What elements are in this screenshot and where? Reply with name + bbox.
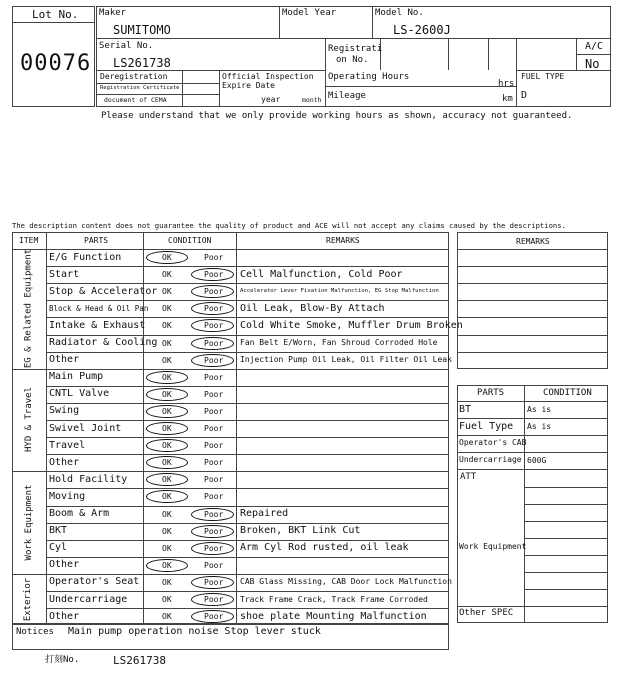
registration-label-2: on No.	[336, 55, 369, 65]
ok-option: OK	[162, 595, 172, 604]
inspection-label-2: Expire Date	[222, 81, 275, 90]
remark-text: CAB Glass Missing, CAB Door Lock Malfunction	[240, 577, 452, 587]
poor-option: Poor	[204, 612, 224, 622]
notices-label: Notices	[16, 627, 54, 637]
remark-text: Accelerator Lever Fixation Malfunction, EG Stop Malfunction	[240, 287, 439, 294]
group-label: EG & Related Equipment	[23, 248, 34, 368]
spec-other-label: Other SPEC	[459, 608, 514, 618]
poor-option: Poor	[204, 595, 224, 604]
mileage-label: Mileage	[328, 91, 366, 101]
poor-option: Poor	[204, 321, 224, 331]
spec-col-parts: PARTS	[477, 388, 505, 398]
year-label: year	[261, 95, 281, 104]
poor-option: Poor	[204, 458, 224, 468]
condition-circle	[191, 268, 234, 281]
part-label: Stop & Accelerator	[49, 285, 158, 297]
part-label: Other	[49, 456, 80, 468]
right-remarks-header: REMARKS	[516, 237, 550, 246]
part-label: BKT	[49, 525, 68, 537]
ok-option: OK	[162, 389, 172, 399]
remark-text: Broken, BKT Link Cut	[240, 525, 361, 537]
deregistration-label: Deregistration	[100, 72, 168, 81]
poor-option: Poor	[204, 441, 224, 451]
part-label: Boom & Arm	[49, 508, 110, 519]
condition-circle	[191, 508, 234, 521]
ok-option: OK	[162, 338, 172, 348]
model-no-value: LS-2600J	[393, 23, 451, 37]
disclaimer: The description content does not guarantee the quality of product and ACE will not accept any claims caused by the descriptions.	[12, 221, 566, 230]
remark-text: Fan Belt E/Worn, Fan Shroud Corroded Hole	[240, 338, 438, 348]
condition-circle	[146, 559, 188, 572]
part-label: Swing	[49, 405, 80, 417]
part-label: CNTL Valve	[49, 388, 110, 400]
part-label: Other	[49, 610, 80, 622]
serial-label: Serial No.	[99, 41, 154, 51]
cema-document-label: document of CEMA	[104, 96, 167, 104]
group-label: Exterior	[23, 577, 34, 621]
remark-text: Arm Cyl Rod rusted, oil leak	[240, 542, 409, 554]
remark-text: Repaired	[240, 508, 289, 520]
condition-circle	[146, 405, 188, 418]
col-parts-header: PARTS	[84, 236, 109, 245]
condition-circle	[146, 251, 188, 264]
model-year-label: Model Year	[282, 8, 337, 18]
ac-label: A/C	[585, 41, 604, 52]
ok-option: OK	[162, 475, 172, 485]
ok-option: OK	[162, 577, 172, 587]
lot-no-value: 00076	[20, 51, 92, 76]
fuel-type-label: FUEL TYPE	[521, 72, 565, 81]
ac-value: No	[585, 57, 600, 71]
ok-option: OK	[162, 612, 172, 622]
condition-circle	[146, 371, 188, 384]
poor-option: Poor	[204, 492, 224, 502]
hours-notice: Please understand that we only provide working hours as shown, accuracy not guaranteed.	[101, 111, 573, 121]
part-label: Operator's Seat	[49, 576, 140, 588]
spec-value: As is	[527, 405, 552, 414]
remark-text: Injection Pump Oil Leak, Oil Filter Oil Leak	[240, 355, 452, 365]
remark-text: shoe plate Mounting Malfunction	[240, 610, 427, 622]
part-label: Other	[49, 559, 80, 571]
part-label: Other	[49, 354, 80, 366]
condition-circle	[191, 576, 234, 589]
remark-text: Oil Leak, Blow-By Attach	[240, 302, 385, 314]
stamp-value: LS261738	[113, 654, 166, 667]
col-remarks-header: REMARKS	[326, 236, 360, 245]
condition-circle	[191, 525, 234, 538]
part-label: Intake & Exhaust	[49, 319, 146, 331]
remark-text: Cell Malfunction, Cold Poor	[240, 268, 403, 280]
ok-option: OK	[162, 406, 172, 416]
ok-option: OK	[162, 526, 172, 536]
ok-option: OK	[162, 424, 172, 433]
ok-option: OK	[162, 304, 172, 314]
remark-text: Track Frame Crack, Track Frame Corroded	[240, 594, 428, 604]
condition-circle	[146, 422, 188, 435]
spec-part: Operator's CAB	[459, 438, 527, 448]
poor-option: Poor	[204, 526, 224, 536]
poor-option: Poor	[204, 270, 224, 280]
maker-label: Maker	[99, 8, 127, 18]
condition-circle	[146, 439, 188, 452]
condition-circle	[191, 610, 234, 623]
condition-circle	[146, 388, 188, 401]
ok-option: OK	[162, 321, 172, 331]
poor-option: Poor	[204, 406, 224, 416]
hrs-label: hrs	[498, 79, 515, 89]
serial-value: LS261738	[113, 56, 171, 70]
ok-option: OK	[162, 253, 172, 262]
poor-option: Poor	[204, 560, 224, 570]
part-label: Moving	[49, 490, 86, 502]
registration-certificate-label: Registration Certificate	[100, 85, 180, 91]
col-condition-header: CONDITION	[168, 236, 212, 245]
part-label: Block & Head & Oil Pan	[49, 304, 149, 314]
ok-option: OK	[162, 543, 172, 553]
poor-option: Poor	[204, 509, 224, 519]
maker-value: SUMITOMO	[113, 23, 171, 37]
ok-option: OK	[162, 441, 172, 451]
poor-option: Poor	[204, 543, 224, 553]
group-label: Work Equipment	[23, 484, 34, 561]
ok-option: OK	[162, 372, 172, 382]
spec-att-label: ATT	[460, 472, 477, 482]
poor-option: Poor	[204, 372, 224, 382]
part-label: E/G Function	[49, 251, 122, 263]
poor-option: Poor	[204, 338, 224, 348]
fuel-type-value: D	[521, 90, 528, 101]
stamp-label: 打刻No.	[45, 655, 80, 665]
part-label: Main Pump	[49, 371, 104, 383]
part-label: Undercarriage	[49, 593, 128, 605]
col-item-header: ITEM	[19, 236, 39, 245]
part-label: Cyl	[49, 542, 68, 554]
part-label: Swivel Joint	[49, 422, 122, 434]
operating-hours-label: Operating Hours	[328, 72, 410, 82]
poor-option: Poor	[204, 355, 224, 365]
notices-text: Main pump operation noise Stop lever stuck	[68, 626, 321, 637]
poor-option: Poor	[204, 424, 224, 433]
inspection-label-1: Official Inspection	[222, 72, 314, 81]
condition-circle	[191, 354, 234, 367]
condition-circle	[191, 337, 234, 350]
spec-col-condition: CONDITION	[543, 388, 592, 398]
ok-option: OK	[162, 355, 172, 365]
poor-option: Poor	[204, 475, 224, 485]
spec-part: Undercarriage	[459, 455, 522, 465]
spec-value: 600G	[527, 456, 547, 466]
poor-option: Poor	[204, 577, 224, 587]
ok-option: OK	[162, 287, 172, 297]
ok-option: OK	[162, 560, 172, 570]
km-label: km	[502, 94, 513, 104]
poor-option: Poor	[204, 304, 224, 314]
group-label: HYD & Travel	[23, 386, 34, 453]
condition-circle	[191, 542, 234, 555]
ok-option: OK	[162, 270, 172, 280]
part-label: Travel	[49, 439, 86, 451]
poor-option: Poor	[204, 287, 224, 297]
month-label: month	[302, 96, 322, 104]
model-no-label: Model No.	[375, 8, 424, 18]
spec-part: BT	[459, 404, 472, 415]
registration-label-1: Registrati	[328, 44, 383, 54]
condition-circle	[191, 593, 234, 606]
ok-option: OK	[162, 458, 172, 468]
remark-text: Cold White Smoke, Muffler Drum Broken	[240, 319, 463, 331]
ok-option: OK	[162, 509, 172, 519]
spec-work-equipment-label: Work Equipment	[459, 542, 527, 551]
spec-part: Fuel Type	[459, 421, 514, 433]
ok-option: OK	[162, 492, 172, 502]
spec-value: As is	[527, 422, 552, 432]
lot-no-label: Lot No.	[32, 8, 79, 21]
poor-option: Poor	[204, 253, 224, 262]
part-label: Hold Facility	[49, 473, 128, 485]
part-label: Radiator & Cooling	[49, 337, 158, 348]
part-label: Start	[49, 268, 80, 280]
poor-option: Poor	[204, 389, 224, 399]
